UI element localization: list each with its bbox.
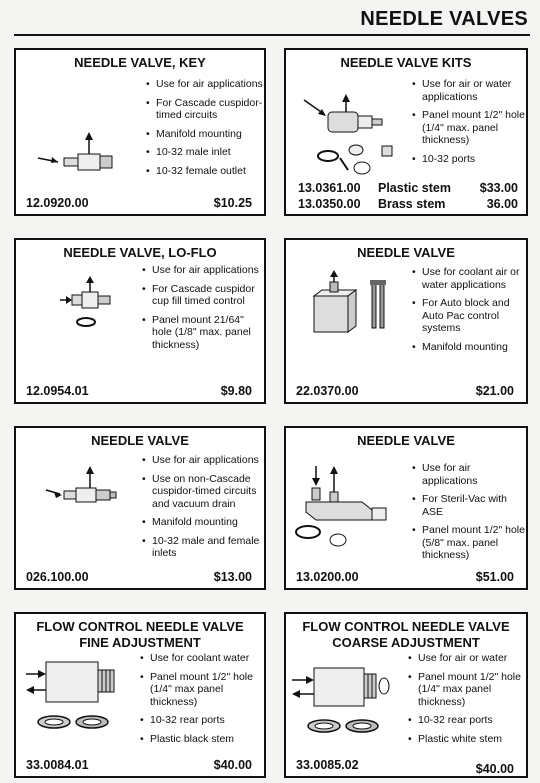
feature-item: • Use for air or water bbox=[408, 652, 526, 665]
feature-item: • Use for air applications bbox=[142, 454, 264, 467]
card-title: NEEDLE VALVE bbox=[357, 245, 455, 260]
feature-item: • For Cascade cuspidor cup fill timed control bbox=[142, 283, 264, 308]
price: $40.00 bbox=[213, 758, 252, 772]
feature-item: • Use for air or water applications bbox=[412, 78, 526, 103]
feature-item: • 10-32 female outlet bbox=[146, 165, 264, 178]
card-title-line2: COARSE ADJUSTMENT bbox=[332, 635, 480, 650]
card-title: NEEDLE VALVE, KEY bbox=[74, 55, 206, 70]
feature-item: • Panel mount 21/64" hole (1/8" max. panel thickness) bbox=[142, 314, 264, 352]
feature-list bbox=[412, 462, 526, 568]
feature-item: • Plastic black stem bbox=[140, 733, 264, 746]
feature-item: • For Auto block and Auto Pac control systems bbox=[412, 297, 526, 335]
feature-item: • Plastic white stem bbox=[408, 733, 526, 746]
part-number: 026.100.00 bbox=[26, 570, 89, 584]
price: $10.25 bbox=[213, 196, 252, 210]
part-number: 33.0085.02 bbox=[296, 758, 359, 772]
feature-item: • Use on non-Cascade cuspidor-timed circuits and vacuum drain bbox=[142, 473, 264, 511]
card-title bbox=[16, 619, 264, 651]
feature-item: • Use for coolant water bbox=[140, 652, 264, 665]
feature-item: • Use for air applications bbox=[146, 78, 264, 91]
feature-item: • Use for coolant air or water applications bbox=[412, 266, 526, 291]
product-card-needle-valve-manifold bbox=[14, 426, 266, 590]
kit-row bbox=[298, 197, 518, 212]
feature-item: • For Cascade cuspidor-timed circuits bbox=[146, 97, 264, 122]
card-title: NEEDLE VALVE bbox=[91, 433, 189, 448]
feature-item: • 10-32 male inlet bbox=[146, 146, 264, 159]
part-number: 13.0350.00 bbox=[298, 197, 361, 211]
part-number: 22.0370.00 bbox=[296, 384, 359, 398]
manifold-valve-illustration bbox=[42, 464, 142, 534]
feature-item: • 10-32 rear ports bbox=[140, 714, 264, 727]
feature-list bbox=[412, 266, 526, 359]
part-number: 33.0084.01 bbox=[26, 758, 89, 772]
page-title: NEEDLE VALVES bbox=[360, 8, 528, 30]
feature-item: • Panel mount 1/2" hole (5/8" max. panel thickness) bbox=[412, 524, 526, 562]
valve-kit-illustration bbox=[298, 94, 408, 178]
feature-list bbox=[142, 454, 264, 566]
part-number: 12.0920.00 bbox=[26, 196, 89, 210]
feature-item: • Manifold mounting bbox=[146, 128, 264, 141]
product-card-flow-control-fine bbox=[14, 612, 266, 778]
stem-type: Plastic stem bbox=[378, 181, 451, 195]
feature-item: • Use for air applications bbox=[142, 264, 264, 277]
feature-item: • Manifold mounting bbox=[412, 341, 526, 354]
feature-item: • Manifold mounting bbox=[142, 516, 264, 529]
feature-list bbox=[412, 78, 526, 171]
lo-flo-valve-illustration bbox=[46, 276, 136, 366]
feature-item: • For Steril-Vac with ASE bbox=[412, 493, 526, 518]
feature-item: • Panel mount 1/2" hole (1/4" max. panel thickness) bbox=[412, 109, 526, 147]
feature-item: • 10-32 rear ports bbox=[408, 714, 526, 727]
stem-type: Brass stem bbox=[378, 197, 446, 211]
feature-list bbox=[146, 78, 264, 183]
needle-valve-illustration bbox=[34, 130, 144, 190]
header-rule bbox=[14, 34, 530, 36]
feature-list bbox=[142, 264, 264, 357]
card-title: NEEDLE VALVE, LO-FLO bbox=[63, 245, 217, 260]
card-title-line1: FLOW CONTROL NEEDLE VALVE bbox=[302, 619, 510, 634]
price: $51.00 bbox=[475, 570, 514, 584]
kit-row bbox=[298, 181, 518, 196]
product-card-needle-valve-steril-vac bbox=[284, 426, 528, 590]
flow-control-fine-illustration bbox=[24, 656, 136, 742]
feature-list bbox=[140, 652, 264, 751]
product-card-needle-valve-block bbox=[284, 238, 528, 404]
price: 36.00 bbox=[486, 197, 518, 211]
product-card-needle-valve-key bbox=[14, 48, 266, 216]
part-number: 12.0954.01 bbox=[26, 384, 89, 398]
feature-list bbox=[408, 652, 526, 751]
block-valve-illustration bbox=[308, 270, 408, 340]
card-title: NEEDLE VALVE bbox=[357, 433, 455, 448]
feature-item: • 10-32 male and female inlets bbox=[142, 535, 264, 560]
price: $13.00 bbox=[213, 570, 252, 584]
price: $33.00 bbox=[479, 181, 518, 195]
feature-item: • Use for air applications bbox=[412, 462, 526, 487]
part-number: 13.0200.00 bbox=[296, 570, 359, 584]
part-number: 13.0361.00 bbox=[298, 181, 361, 195]
steril-vac-valve-illustration bbox=[292, 462, 408, 554]
flow-control-coarse-illustration bbox=[290, 662, 404, 744]
product-card-needle-valve-kits bbox=[284, 48, 528, 216]
price: $40.00 bbox=[475, 762, 514, 776]
price: $9.80 bbox=[220, 384, 252, 398]
card-title: NEEDLE VALVE KITS bbox=[340, 55, 472, 70]
card-title-line1: FLOW CONTROL NEEDLE VALVE bbox=[36, 619, 244, 634]
page-header bbox=[0, 0, 540, 40]
feature-item: • 10-32 ports bbox=[412, 153, 526, 166]
product-card-needle-valve-lo-flo bbox=[14, 238, 266, 404]
price: $21.00 bbox=[475, 384, 514, 398]
feature-item: • Panel mount 1/2" hole (1/4" max panel thickness) bbox=[140, 671, 264, 709]
feature-item: • Panel mount 1/2" hole (1/4" max panel thickness) bbox=[408, 671, 526, 709]
product-card-flow-control-coarse bbox=[284, 612, 528, 778]
card-title bbox=[286, 619, 526, 651]
card-title-line2: FINE ADJUSTMENT bbox=[79, 635, 201, 650]
